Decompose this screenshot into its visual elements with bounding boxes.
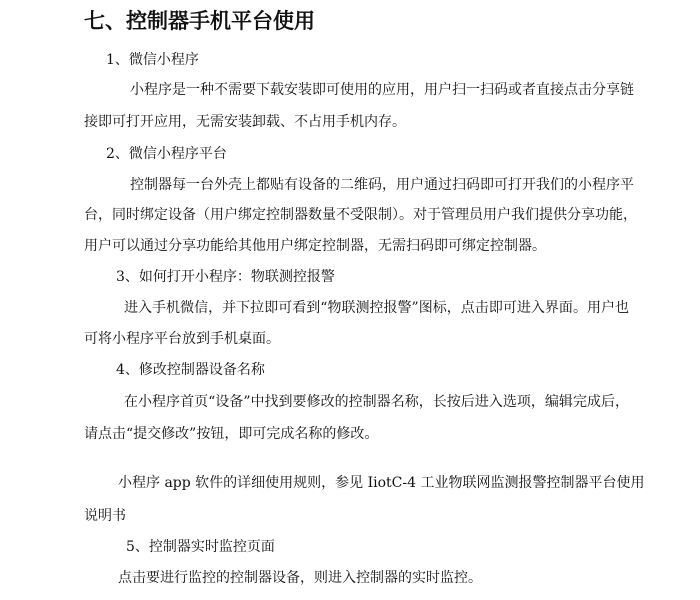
item-4-paragraph-line-2: 请点击“提交修改”按钮，即可完成名称的修改。 <box>84 426 379 442</box>
item-1-heading: 1、微信小程序 <box>106 52 199 68</box>
item-1-paragraph-line-2: 接即可打开应用，无需安装卸载、不占用手机内存。 <box>84 114 406 130</box>
item-2-paragraph-line-1: 控制器每一台外壳上都贴有设备的二维码，用户通过扫码即可打开我们的小程序平 <box>130 177 634 193</box>
item-2-paragraph-line-2: 台，同时绑定设备（用户绑定控制器数量不受限制）。对于管理员用户我们提供分享功能， <box>84 207 637 223</box>
item-4-heading: 4、修改控制器设备名称 <box>116 362 265 378</box>
item-3-paragraph-line-1: 进入手机微信，并下拉即可看到“物联测控报警”图标，点击即可进入界面。用户也 <box>124 300 629 316</box>
section-title: 七、控制器手机平台使用 <box>84 9 315 33</box>
item-3-heading: 3、如何打开小程序：物联测控报警 <box>116 269 335 285</box>
note-line-1: 小程序 app 软件的详细使用规则，参见 IiotC-4 工业物联网监测报警控制器平台使用 <box>118 475 645 491</box>
item-4-paragraph-line-1: 在小程序首页“设备”中找到要修改的控制器名称，长按后进入选项，编辑完成后， <box>124 394 629 410</box>
item-5-heading: 5、控制器实时监控页面 <box>126 539 275 555</box>
item-3-paragraph-line-2: 可将小程序平台放到手机桌面。 <box>84 331 280 347</box>
item-2-paragraph-line-3: 用户可以通过分享功能给其他用户绑定控制器，无需扫码即可绑定控制器。 <box>84 238 546 254</box>
item-1-paragraph-line-1: 小程序是一种不需要下载安装即可使用的应用，用户扫一扫码或者直接点击分享链 <box>130 82 634 98</box>
note-line-2: 说明书 <box>84 508 126 524</box>
item-2-heading: 2、微信小程序平台 <box>106 146 227 162</box>
item-5-paragraph: 点击要进行监控的控制器设备，则进入控制器的实时监控。 <box>118 570 482 586</box>
